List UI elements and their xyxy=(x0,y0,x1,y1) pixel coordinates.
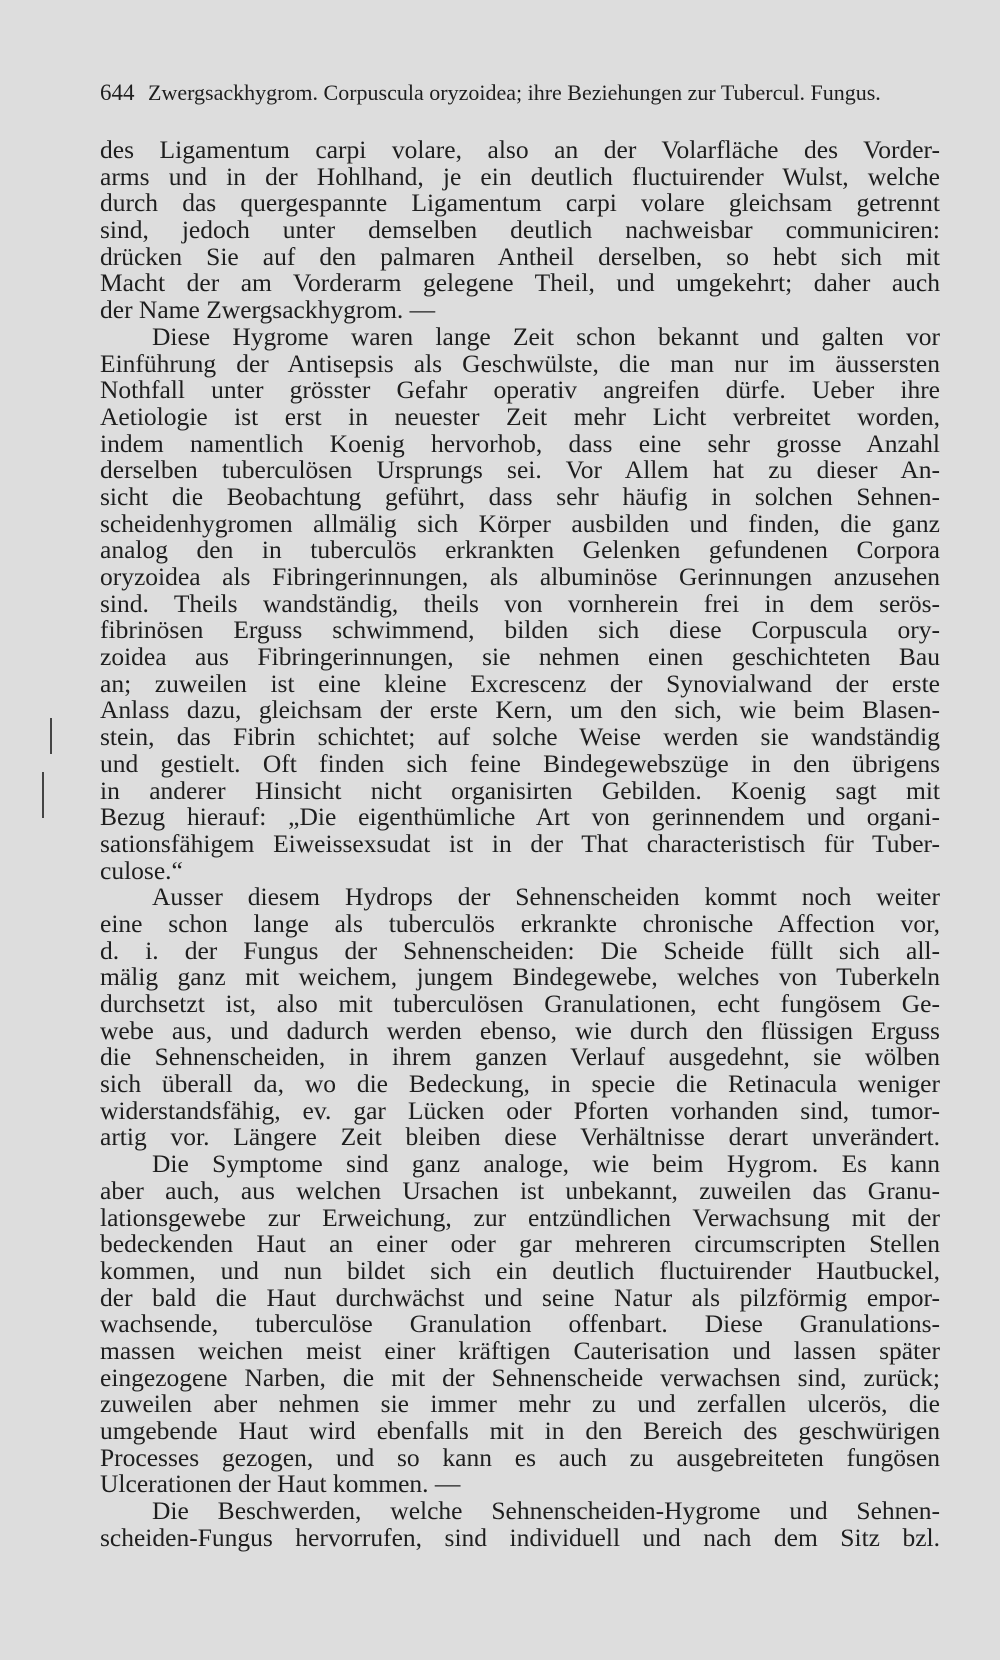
text-line: indem namentlich Koenig hervorhob, dass eine sehr grosse Anzahl xyxy=(100,428,940,458)
text-line: zuweilen aber nehmen sie immer mehr zu und zerfallen ulcerös, die xyxy=(100,1389,940,1419)
text-line: artig vor. Längere Zeit bleiben diese Verhältnisse derart unverändert. xyxy=(100,1122,940,1152)
page-number: 644 xyxy=(100,80,135,105)
text-line: und gestielt. Oft finden sich feine Bindegewebszüge in den übrigens xyxy=(100,748,940,778)
text-line: Anlass dazu, gleichsam der erste Kern, um den sich, wie beim Blasen- xyxy=(100,695,940,725)
text-line: massen weichen meist einer kräftigen Cauterisation und lassen später xyxy=(100,1335,940,1365)
text-line: sich überall da, wo die Bedeckung, in specie die Retinacula weniger xyxy=(100,1069,940,1099)
text-line: scheiden-Fungus hervorrufen, sind individuell und nach dem Sitz bzl. xyxy=(100,1522,940,1552)
text-line: der bald die Haut durchwächst und seine Natur als pilzförmig empor- xyxy=(100,1282,940,1312)
text-line: culose.“ xyxy=(100,855,183,885)
text-line: sationsfähigem Eiweissexsudat ist in der That characteristisch für Tuber- xyxy=(100,828,940,858)
text-line: d. i. der Fungus der Sehnenscheiden: Die Scheide füllt sich all- xyxy=(100,935,940,965)
text-line: Macht der am Vorderarm gelegene Theil, und umgekehrt; daher auch xyxy=(100,268,940,298)
text-line: durch das quergespannte Ligamentum carpi volare gleichsam getrennt xyxy=(100,188,940,218)
running-title: Zwergsackhygrom. Corpuscula oryzoidea; ihre Beziehungen zur Tubercul. Fungus. xyxy=(148,80,881,105)
text-line: scheidenhygromen allmälig sich Körper ausbilden und finden, die ganz xyxy=(100,508,940,538)
text-line: der Name Zwergsackhygrom. — xyxy=(100,295,436,325)
text-line: umgebende Haut wird ebenfalls mit in den Bereich des geschwürigen xyxy=(100,1416,940,1445)
text-line: derselben tuberculösen Ursprungs sei. Vor Allem hat zu dieser An- xyxy=(100,455,940,485)
body-text xyxy=(100,137,940,1551)
text-line: wachsende, tuberculöse Granulation offenbart. Diese Granulations- xyxy=(100,1309,940,1339)
text-line: Nothfall unter grösster Gefahr operativ angreifen dürfe. Ueber ihre xyxy=(100,375,940,405)
margin-pencil-mark xyxy=(42,772,44,818)
text-line: Diese Hygrome waren lange Zeit schon bekannt und galten vor xyxy=(152,321,940,351)
text-line: Aetiologie ist erst in neuester Zeit mehr Licht verbreitet worden, xyxy=(100,401,940,431)
margin-pencil-mark xyxy=(50,718,52,754)
text-line: arms und in der Hohlhand, je ein deutlich fluctuirender Wulst, welche xyxy=(100,161,940,191)
text-line: sicht die Beobachtung geführt, dass sehr häufig in solchen Sehnen- xyxy=(100,481,940,511)
text-line: des Ligamentum carpi volare, also an der Volarfläche des Vorder- xyxy=(100,135,940,164)
text-line: sind, jedoch unter demselben deutlich nachweisbar communiciren: xyxy=(100,215,940,245)
text-line: mälig ganz mit weichem, jungem Bindegewebe, welches von Tuberkeln xyxy=(100,962,940,992)
text-line: eine schon lange als tuberculös erkrankte chronische Affection vor, xyxy=(100,908,940,938)
text-line: Die Beschwerden, welche Sehnenscheiden-Hygrome und Sehnen- xyxy=(152,1496,940,1526)
text-line: Ulcerationen der Haut kommen. — xyxy=(100,1469,461,1499)
text-line: an; zuweilen ist eine kleine Excrescenz der Synovialwand der erste xyxy=(100,668,940,698)
text-line: drücken Sie auf den palmaren Antheil derselben, so hebt sich mit xyxy=(100,241,940,271)
text-line: Bezug hierauf: „Die eigenthümliche Art von gerinnendem und organi- xyxy=(100,802,940,832)
text-line: Processes gezogen, und so kann es auch zu ausgebreiteten fungösen xyxy=(100,1442,940,1472)
text-line: in anderer Hinsicht nicht organisirten Gebilden. Koenig sagt mit xyxy=(100,775,940,805)
text-line: webe aus, und dadurch werden ebenso, wie durch den flüssigen Erguss xyxy=(100,1015,940,1045)
text-line: fibrinösen Erguss schwimmend, bilden sich diese Corpuscula ory- xyxy=(100,615,940,645)
text-line: Ausser diesem Hydrops der Sehnenscheiden kommt noch weiter xyxy=(152,882,940,912)
text-line: oryzoidea als Fibringerinnungen, als albuminöse Gerinnungen anzusehen xyxy=(100,562,940,591)
text-line: eingezogene Narben, die mit der Sehnenscheide verwachsen sind, zurück; xyxy=(100,1362,940,1392)
text-line: aber auch, aus welchen Ursachen ist unbekannt, zuweilen das Granu- xyxy=(100,1175,940,1205)
text-line: bedeckenden Haut an einer oder gar mehreren circumscripten Stellen xyxy=(100,1229,940,1259)
text-line: analog den in tuberculös erkrankten Gelenken gefundenen Corpora xyxy=(100,535,940,565)
running-header xyxy=(100,80,940,106)
text-line: sind. Theils wandständig, theils von vornherein frei in dem serös- xyxy=(100,588,940,618)
text-line: die Sehnenscheiden, in ihrem ganzen Verlauf ausgedehnt, sie wölben xyxy=(100,1042,940,1072)
text-line: Die Symptome sind ganz analoge, wie beim Hygrom. Es kann xyxy=(152,1149,940,1179)
text-line: kommen, und nun bildet sich ein deutlich fluctuirender Hautbuckel, xyxy=(100,1255,940,1285)
text-line: widerstandsfähig, ev. gar Lücken oder Pforten vorhanden sind, tumor- xyxy=(100,1095,940,1125)
text-line: Einführung der Antisepsis als Geschwülste, die man nur im äussersten xyxy=(100,348,940,378)
text-line: durchsetzt ist, also mit tuberculösen Granulationen, echt fungösem Ge- xyxy=(100,989,940,1018)
text-line: stein, das Fibrin schichtet; auf solche Weise werden sie wandständig xyxy=(100,722,940,752)
text-line: zoidea aus Fibringerinnungen, sie nehmen einen geschichteten Bau xyxy=(100,642,940,672)
text-line: lationsgewebe zur Erweichung, zur entzündlichen Verwachsung mit der xyxy=(100,1202,940,1232)
